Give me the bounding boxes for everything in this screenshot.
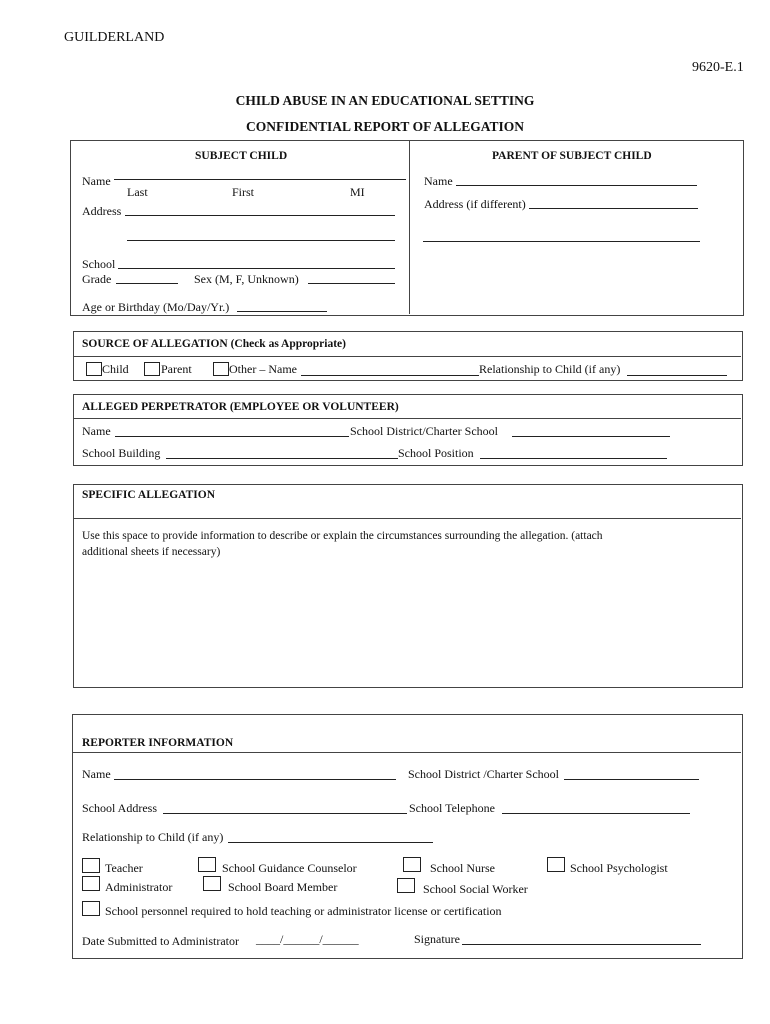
source-relationship-field[interactable]	[627, 375, 727, 376]
guidance-label: School Guidance Counselor	[222, 861, 357, 875]
child-age-label: Age or Birthday (Mo/Day/Yr.)	[82, 300, 230, 314]
reporter-district-label: School District /Charter School	[408, 767, 559, 781]
perpetrator-divider	[73, 418, 741, 419]
board-member-label: School Board Member	[228, 880, 338, 894]
social-worker-checkbox[interactable]	[397, 878, 415, 893]
section-divider	[409, 140, 410, 314]
parent-name-field[interactable]	[456, 185, 697, 186]
reporter-address-label: School Address	[82, 801, 157, 815]
source-heading: SOURCE OF ALLEGATION (Check as Appropriate)	[82, 338, 346, 350]
source-parent-label: Parent	[161, 362, 192, 376]
signature-label: Signature	[414, 932, 460, 946]
parent-address-field[interactable]	[529, 208, 698, 209]
perpetrator-district-label: School District/Charter School	[350, 424, 498, 438]
administrator-checkbox[interactable]	[82, 876, 100, 891]
allegation-instructions-2: additional sheets if necessary)	[82, 546, 221, 558]
child-name-field[interactable]	[114, 179, 406, 180]
perpetrator-position-label: School Position	[398, 446, 474, 460]
perpetrator-name-label: Name	[82, 424, 111, 438]
reporter-heading: REPORTER INFORMATION	[82, 737, 234, 749]
parent-name-label: Name	[424, 174, 453, 188]
social-worker-label: School Social Worker	[423, 882, 528, 896]
personnel-checkbox[interactable]	[82, 901, 100, 916]
personnel-label: School personnel required to hold teaching or administrator license or certification	[105, 904, 502, 918]
perpetrator-position-field[interactable]	[480, 458, 667, 459]
reporter-divider	[72, 752, 741, 753]
source-divider	[73, 356, 741, 357]
perpetrator-building-label: School Building	[82, 446, 161, 460]
allegation-instructions-1: Use this space to provide information to describe or explain the circumstances surrounding the allegation. (attach	[82, 530, 603, 542]
source-other-checkbox[interactable]	[213, 362, 229, 376]
reporter-name-label: Name	[82, 767, 111, 781]
child-sex-field[interactable]	[308, 283, 395, 284]
board-member-checkbox[interactable]	[203, 876, 221, 891]
child-mi-label: MI	[350, 185, 365, 199]
reporter-telephone-field[interactable]	[502, 813, 690, 814]
child-first-label: First	[232, 185, 255, 199]
perpetrator-building-field[interactable]	[166, 458, 398, 459]
parent-heading: PARENT OF SUBJECT CHILD	[492, 150, 652, 162]
administrator-label: Administrator	[105, 880, 173, 894]
guidance-checkbox[interactable]	[198, 857, 216, 872]
subject-child-section	[70, 140, 744, 316]
subject-child-heading: SUBJECT CHILD	[195, 150, 288, 162]
signature-field[interactable]	[462, 944, 701, 945]
reporter-telephone-label: School Telephone	[409, 801, 495, 815]
date-submitted-field[interactable]: ____/______/______	[256, 932, 359, 946]
psychologist-label: School Psychologist	[570, 861, 668, 875]
perpetrator-district-field[interactable]	[512, 436, 670, 437]
date-submitted-label: Date Submitted to Administrator	[82, 934, 239, 948]
source-relationship-label: Relationship to Child (if any)	[479, 362, 621, 376]
child-age-field[interactable]	[237, 311, 327, 312]
perpetrator-heading: ALLEGED PERPETRATOR (EMPLOYEE OR VOLUNTEER)	[82, 401, 399, 413]
form-title: CHILD ABUSE IN AN EDUCATIONAL SETTING	[235, 93, 535, 108]
source-other-label: Other – Name	[229, 362, 297, 376]
source-child-checkbox[interactable]	[86, 362, 102, 376]
source-child-label: Child	[102, 362, 129, 376]
teacher-label: Teacher	[105, 861, 143, 875]
child-name-label: Name	[82, 174, 111, 188]
teacher-checkbox[interactable]	[82, 858, 100, 873]
child-grade-label: Grade	[82, 272, 112, 286]
district-name: GUILDERLAND	[64, 30, 165, 45]
child-grade-field[interactable]	[116, 283, 178, 284]
allegation-divider	[73, 518, 741, 519]
form-subtitle: CONFIDENTIAL REPORT OF ALLEGATION	[246, 119, 524, 134]
allegation-heading: SPECIFIC ALLEGATION	[82, 489, 216, 501]
psychologist-checkbox[interactable]	[547, 857, 565, 872]
child-address-field-2[interactable]	[127, 240, 395, 241]
parent-address-label: Address (if different)	[424, 197, 526, 211]
reporter-address-field[interactable]	[163, 813, 407, 814]
child-school-field[interactable]	[118, 268, 395, 269]
nurse-checkbox[interactable]	[403, 857, 421, 872]
child-address-label: Address	[82, 204, 122, 218]
reporter-name-field[interactable]	[114, 779, 396, 780]
source-parent-checkbox[interactable]	[144, 362, 160, 376]
source-other-name-field[interactable]	[301, 375, 479, 376]
child-sex-label: Sex (M, F, Unknown)	[194, 272, 299, 286]
child-school-label: School	[82, 257, 116, 271]
reporter-relationship-label: Relationship to Child (if any)	[82, 830, 224, 844]
parent-address-field-2[interactable]	[423, 241, 700, 242]
perpetrator-name-field[interactable]	[115, 436, 349, 437]
child-last-label: Last	[127, 185, 148, 199]
child-address-field[interactable]	[125, 215, 395, 216]
reporter-district-field[interactable]	[564, 779, 699, 780]
reporter-relationship-field[interactable]	[228, 842, 433, 843]
nurse-label: School Nurse	[430, 861, 495, 875]
form-number: 9620-E.1	[692, 60, 744, 75]
allegation-text-area[interactable]	[78, 566, 736, 681]
